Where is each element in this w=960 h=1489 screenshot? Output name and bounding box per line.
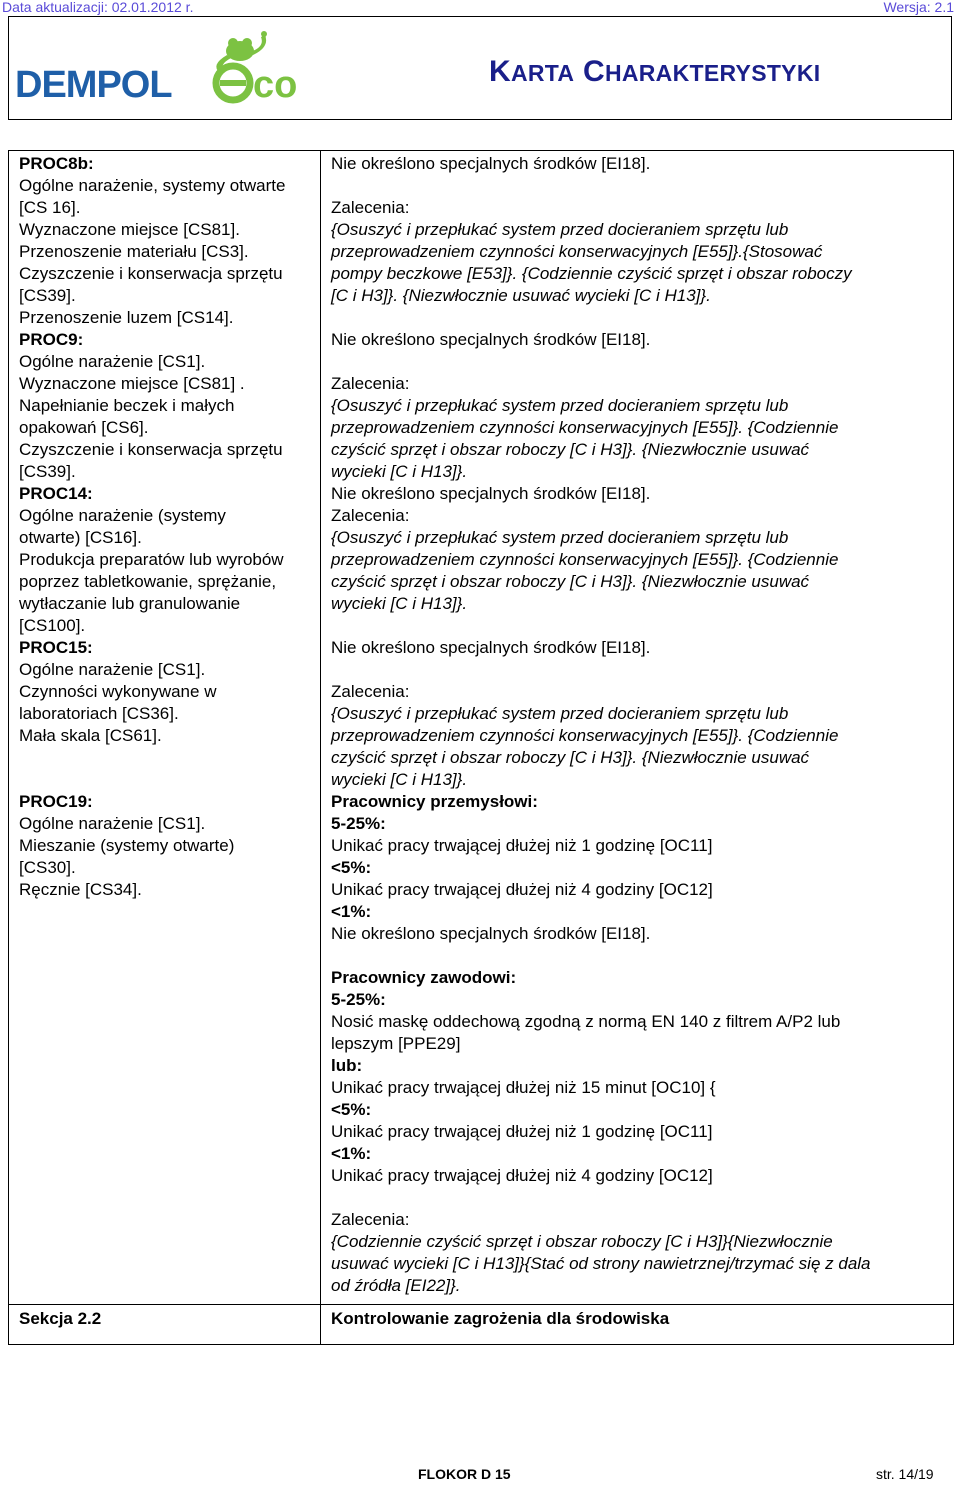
text-line: 5-25%: [331, 990, 386, 1009]
text-line: Ogólne narażenie [CS1]. [19, 660, 206, 679]
text-line: [C i H3]}. {Niezwłocznie usuwać wycieki [C i H13]}. [331, 286, 711, 305]
text-line: wycieki [C i H13]}. [331, 594, 468, 613]
text-line: Czyszczenie i konserwacja sprzętu [19, 440, 283, 459]
text-line: od źródła [EI22]}. [331, 1276, 461, 1295]
text-line: Przenoszenie materiału [CS3]. [19, 242, 249, 261]
text-line: przeprowadzeniem czynności konserwacyjnych [E55]}.{Stosować [331, 242, 823, 261]
text-line: Unikać pracy trwającej dłużej niż 1 godzinę [OC11] [331, 836, 713, 855]
text-line: Napełnianie beczek i małych [19, 396, 235, 415]
text-line: {Osuszyć i przepłukać system przed docieraniem sprzętu lub [331, 704, 789, 723]
text-line: <5%: [331, 1100, 372, 1119]
text-line: Zalecenia: [331, 374, 410, 393]
text-line: Wyznaczone miejsce [CS81] . [19, 374, 245, 393]
left-column [9, 151, 321, 1305]
document-title: KARTA CHARAKTERYSTYKI [489, 55, 821, 88]
text-line: Nie określono specjalnych środków [EI18]. [331, 484, 651, 503]
text-line: opakowań [CS6]. [19, 418, 149, 437]
spacer [331, 615, 953, 637]
text-line: Ogólne narażenie [CS1]. [19, 352, 206, 371]
header-box [8, 16, 952, 120]
spacer [331, 175, 953, 197]
text-line: otwarte) [CS16]. [19, 528, 142, 547]
text-line: czyścić sprzęt i obszar roboczy [C i H3]}. {Niezwłocznie usuwać [331, 748, 810, 767]
text-line: Unikać pracy trwającej dłużej niż 4 godziny [OC12] [331, 1166, 713, 1185]
text-line: Ogólne narażenie [CS1]. [19, 814, 206, 833]
text-line: [CS 16]. [19, 198, 81, 217]
text-line: [CS39]. [19, 462, 76, 481]
text-line: {Osuszyć i przepłukać system przed docieraniem sprzętu lub [331, 528, 789, 547]
svg-text:co: co [253, 64, 298, 106]
right-column [321, 151, 954, 1305]
text-line: Czyszczenie i konserwacja sprzętu [19, 264, 283, 283]
text-line: pompy beczkowe [E53]}. {Codziennie czyścić sprzęt i obszar roboczy [331, 264, 852, 283]
text-line: <5%: [331, 858, 372, 877]
text-line: Unikać pracy trwającej dłużej niż 4 godziny [OC12] [331, 880, 713, 899]
content-table [8, 150, 954, 1345]
text-line: lub: [331, 1056, 363, 1075]
section-number: Sekcja 2.2 [9, 1305, 321, 1345]
text-line: laboratoriach [CS36]. [19, 704, 179, 723]
text-line: 5-25%: [331, 814, 386, 833]
version: Wersja: 2.1 [883, 0, 954, 15]
spacer [331, 945, 953, 967]
text-line: Unikać pracy trwającej dłużej niż 15 minut [OC10] { [331, 1078, 716, 1097]
text-line: Pracownicy zawodowi: [331, 968, 517, 987]
text-line: [CS100]. [19, 616, 86, 635]
text-line: usuwać wycieki [C i H13]}{Stać od strony nawietrznej/trzymać się z dala [331, 1254, 871, 1273]
text-line: Nie określono specjalnych środków [EI18]. [331, 924, 651, 943]
text-line: przeprowadzeniem czynności konserwacyjnych [E55]}. {Codziennie [331, 418, 839, 437]
text-line: czyścić sprzęt i obszar roboczy [C i H3]}. {Niezwłocznie usuwać [331, 440, 810, 459]
text-line: Nosić maskę oddechową zgodną z normą EN 140 z filtrem A/P2 lub [331, 1012, 841, 1031]
text-line: Wyznaczone miejsce [CS81]. [19, 220, 240, 239]
spacer [19, 747, 320, 791]
text-line: Zalecenia: [331, 198, 410, 217]
text-line: Nie określono specjalnych środków [EI18]. [331, 638, 651, 657]
dempol-eco-logo [15, 25, 335, 115]
product-name: FLOKOR D 15 [418, 1466, 511, 1482]
text-line: przeprowadzeniem czynności konserwacyjnych [E55]}. {Codziennie [331, 550, 839, 569]
text-line: Zalecenia: [331, 506, 410, 525]
text-line: PROC15: [19, 638, 93, 657]
text-line: Nie określono specjalnych środków [EI18]. [331, 154, 651, 173]
text-line: wycieki [C i H13]}. [331, 462, 468, 481]
text-line: PROC8b: [19, 154, 94, 173]
text-line: PROC14: [19, 484, 93, 503]
text-line: poprzez tabletkowanie, sprężanie, [19, 572, 277, 591]
text-line: PROC19: [19, 792, 93, 811]
text-line: Mała skala [CS61]. [19, 726, 162, 745]
text-line: Ogólne narażenie, systemy otwarte [19, 176, 286, 195]
text-line: <1%: [331, 1144, 372, 1163]
svg-text:DEMPOL: DEMPOL [15, 64, 172, 106]
text-line: Pracownicy przemysłowi: [331, 792, 538, 811]
text-line: {Osuszyć i przepłukać system przed docieraniem sprzętu lub [331, 396, 789, 415]
text-line: {Osuszyć i przepłukać system przed docieraniem sprzętu lub [331, 220, 789, 239]
text-line: czyścić sprzęt i obszar roboczy [C i H3]}. {Niezwłocznie usuwać [331, 572, 810, 591]
update-date: Data aktualizacji: 02.01.2012 r. [2, 0, 194, 15]
spacer [331, 351, 953, 373]
text-line: Ręcznie [CS34]. [19, 880, 142, 899]
top-line [0, 0, 960, 16]
text-line: przeprowadzeniem czynności konserwacyjnych [E55]}. {Codziennie [331, 726, 839, 745]
text-line: Unikać pracy trwającej dłużej niż 1 godzinę [OC11] [331, 1122, 713, 1141]
text-line: <1%: [331, 902, 372, 921]
text-line: wytłaczanie lub granulowanie [19, 594, 241, 613]
text-line: Zalecenia: [331, 1210, 410, 1229]
text-line: PROC9: [19, 330, 84, 349]
spacer [331, 659, 953, 681]
text-line: [CS30]. [19, 858, 76, 877]
text-line: Czynności wykonywane w [19, 682, 217, 701]
page-number: str. 14/19 [876, 1466, 934, 1482]
text-line: Ogólne narażenie (systemy [19, 506, 226, 525]
text-line: wycieki [C i H13]}. [331, 770, 468, 789]
text-line: Nie określono specjalnych środków [EI18]. [331, 330, 651, 349]
spacer [331, 1187, 953, 1209]
text-line: [CS39]. [19, 286, 76, 305]
text-line: Produkcja preparatów lub wyrobów [19, 550, 284, 569]
text-line: lepszym [PPE29] [331, 1034, 461, 1053]
text-line: Mieszanie (systemy otwarte) [19, 836, 235, 855]
text-line: Przenoszenie luzem [CS14]. [19, 308, 234, 327]
text-line: Zalecenia: [331, 682, 410, 701]
spacer [331, 307, 953, 329]
section-title: Kontrolowanie zagrożenia dla środowiska [321, 1305, 954, 1345]
text-line: {Codziennie czyścić sprzęt i obszar roboczy [C i H3]}{Niezwłocznie [331, 1232, 833, 1251]
